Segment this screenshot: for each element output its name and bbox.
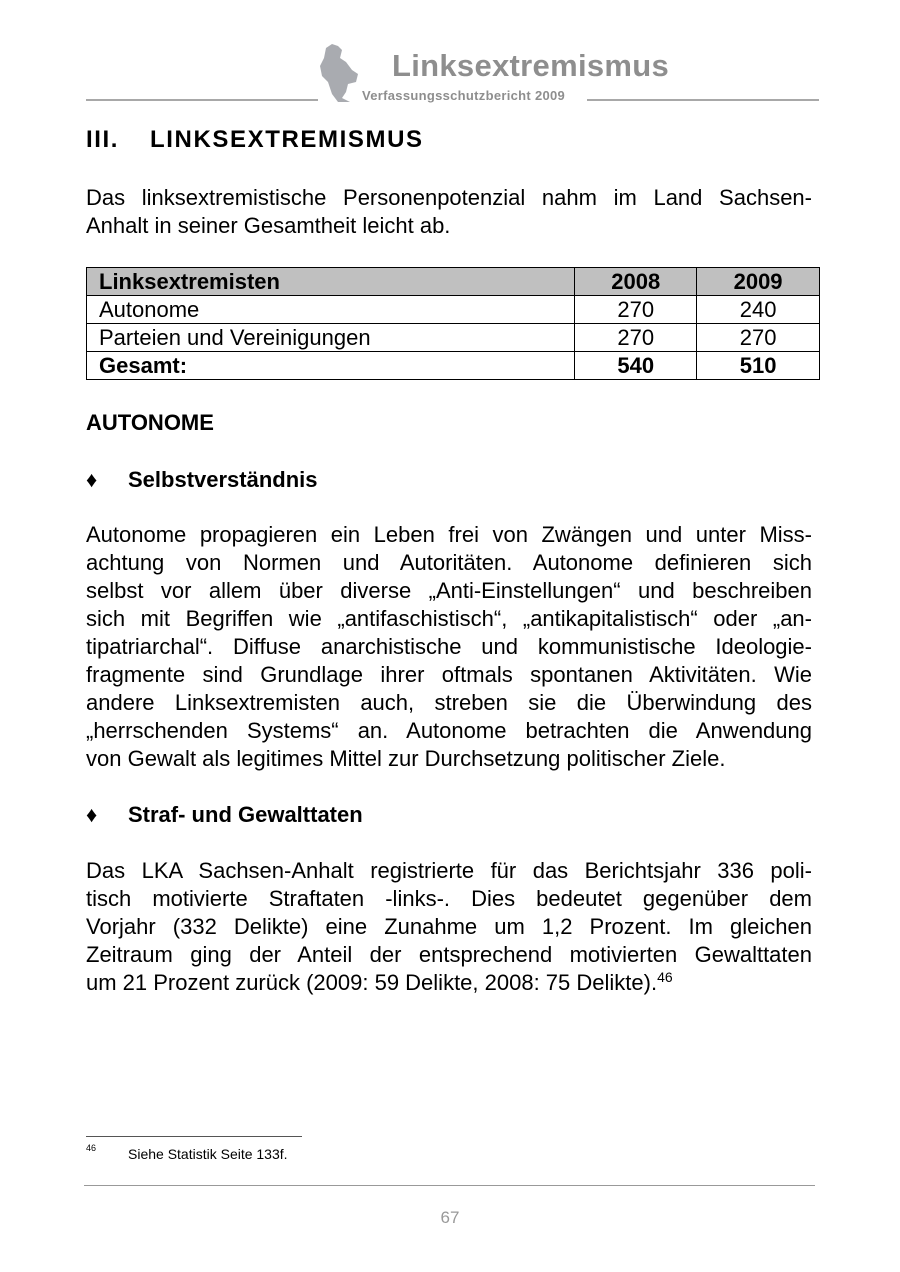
footnote-reference[interactable]: 46 (657, 969, 673, 985)
footnote-separator (86, 1136, 302, 1137)
header-subtitle: Verfassungsschutzbericht 2009 (362, 88, 566, 103)
text-line: Das LKA Sachsen-Anhalt registrierte für das Berichtsjahr 336 poli- (86, 858, 812, 883)
table-cell: 270 (575, 296, 697, 324)
table-cell: 540 (575, 352, 697, 380)
text-line: achtung von Normen und Autoritäten. Autonome definieren sich (86, 550, 812, 575)
table-cell: Gesamt: (87, 352, 575, 380)
text-line: von Gewalt als legitimes Mittel zur Durchsetzung politischer Ziele. (86, 746, 726, 771)
text-line: Vorjahr (332 Delikte) eine Zunahme um 1,2 Prozent. Im gleichen (86, 914, 812, 939)
table-header-cell: 2008 (575, 268, 697, 296)
sachsen-anhalt-map-icon (318, 42, 364, 104)
table-header-row (87, 268, 820, 296)
footnote-text: Siehe Statistik Seite 133f. (128, 1146, 288, 1162)
text-line: tipatriarchal“. Diffuse anarchistische und kommunistische Ideologie- (86, 634, 812, 659)
data-table (86, 267, 820, 380)
text-line: Zeitraum ging der Anteil der entsprechend motivierten Gewalttaten (86, 942, 812, 967)
bullet-heading-label: Selbstverständnis (128, 467, 318, 492)
text-line: „herrschenden Systems“ an. Autonome betrachten die Anwendung (86, 718, 812, 743)
text-line: Autonome propagieren ein Leben frei von Zwängen und unter Miss- (86, 522, 812, 547)
table-cell: 270 (575, 324, 697, 352)
bullet-heading-label: Straf- und Gewalttaten (128, 802, 363, 827)
text-line: Das linksextremistische Personenpotenzial nahm im Land Sachsen- (86, 185, 812, 210)
text-line: Anhalt in seiner Gesamtheit leicht ab. (86, 213, 451, 238)
table-row (87, 296, 820, 324)
text-line: selbst vor allem über diverse „Anti-Einstellungen“ und beschreiben (86, 578, 812, 603)
text-line: sich mit Begriffen wie „antifaschistisch“, „antikapitalistisch“ oder „an- (86, 606, 812, 631)
table-cell: Autonome (87, 296, 575, 324)
chapter-heading (86, 126, 424, 154)
section-heading: AUTONOME (86, 410, 214, 435)
bullet-heading (86, 802, 363, 828)
body-paragraph (86, 521, 812, 773)
table-row (87, 324, 820, 352)
text-line-content: um 21 Prozent zurück (2009: 59 Delikte, 2008: 75 Delikte). (86, 970, 658, 995)
table-cell: 270 (697, 324, 820, 352)
text-line (86, 969, 812, 997)
text-line: fragmente sind Grundlage ihrer oftmals spontanen Aktivitäten. Wie (86, 662, 812, 687)
footer-rule (84, 1185, 815, 1186)
text-line: tisch motivierte Straftaten -links-. Dies bedeutet gegenüber dem (86, 886, 812, 911)
body-paragraph (86, 857, 812, 997)
text-line: andere Linksextremisten auch, streben sie die Überwindung des (86, 690, 812, 715)
table-header-cell: Linksextremisten (87, 268, 575, 296)
intro-paragraph (86, 184, 812, 240)
table-cell: 510 (697, 352, 820, 380)
bullet-heading (86, 467, 318, 493)
chapter-title: LINKSEXTREMISMUS (150, 126, 424, 153)
table-cell: 240 (697, 296, 820, 324)
header-rule-left (86, 99, 318, 101)
header-rule-right (587, 99, 819, 101)
table-total-row (87, 352, 820, 380)
diamond-bullet-icon: ♦ (86, 802, 98, 827)
header-title: Linksextremismus (392, 48, 670, 83)
page-number: 67 (440, 1208, 460, 1227)
diamond-bullet-icon: ♦ (86, 467, 98, 492)
table-cell: Parteien und Vereinigungen (87, 324, 575, 352)
footnote-number: 46 (86, 1143, 97, 1153)
table-header-cell: 2009 (697, 268, 820, 296)
chapter-number: III. (86, 126, 120, 153)
